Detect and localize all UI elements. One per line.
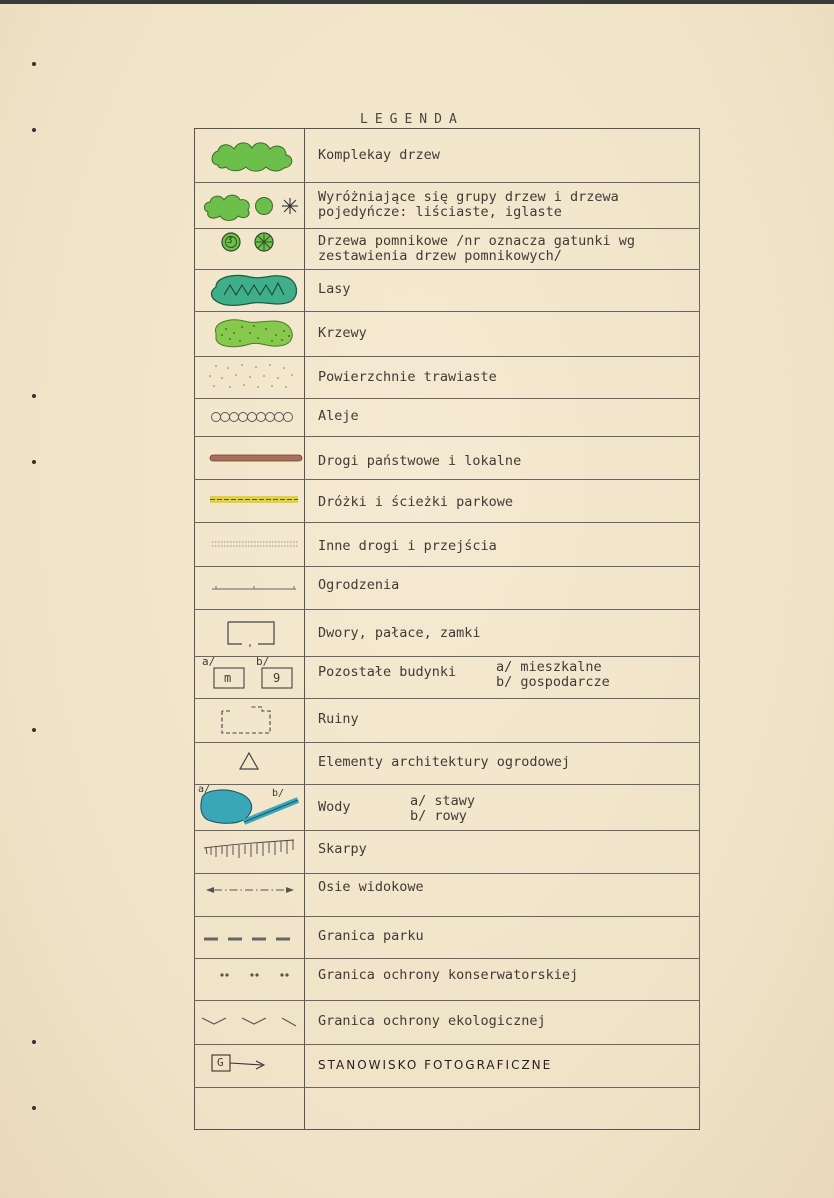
legend-label-line2: zestawienia drzew pomnikowych/ [318, 248, 562, 264]
conservation-boundary-symbol [194, 958, 304, 1000]
legend-label: Dróżki i ścieżki parkowe [318, 494, 514, 510]
legend-row-other-roads [194, 522, 700, 567]
legend-row-forests [194, 269, 700, 312]
binder-hole [32, 1040, 36, 1044]
scan-top-edge [0, 0, 834, 4]
legend-label: Granica ochrony konserwatorskiej [318, 967, 579, 983]
view-axis-symbol [194, 873, 304, 916]
legend-row-garden-architecture [194, 742, 700, 785]
binder-hole [32, 1106, 36, 1110]
legend-row-shrubs [194, 311, 700, 357]
ecological-boundary-symbol [194, 1000, 304, 1044]
other-road-symbol [194, 522, 304, 566]
alley-symbol [194, 398, 304, 436]
building-box-b: 9 [273, 671, 281, 685]
legend-label: Krzewy [318, 325, 367, 341]
water-symbol [194, 784, 304, 830]
legend-row-tree-groups [194, 182, 700, 229]
fence-symbol [194, 566, 304, 609]
legend-label: Powierzchnie trawiaste [318, 369, 497, 385]
legend-row-grass [194, 356, 700, 399]
legend-label: Skarpy [318, 841, 367, 857]
legend-sublabel-a: a/ stawy [410, 793, 476, 809]
legend-label: Granica ochrony ekologicznej [318, 1013, 546, 1029]
binder-hole [32, 128, 36, 132]
legend-title: LEGENDA [360, 112, 464, 127]
legend-label: Ruiny [318, 711, 359, 727]
legend-label: Drzewa pomnikowe /nr oznacza gatunki wg [318, 233, 635, 249]
legend-row-park-paths [194, 479, 700, 523]
legend-label: Inne drogi i przejścia [318, 538, 497, 554]
building-mark-b: b/ [256, 655, 270, 668]
legend-row-ruins [194, 698, 700, 743]
legend-sublabel-b: b/ rowy [410, 808, 467, 824]
legend-row-photo-station [194, 1044, 700, 1088]
legend-label: STANOWISKO FOTOGRAFICZNE [318, 1058, 553, 1072]
legend-row-manors [194, 609, 700, 657]
tree-group-symbol [194, 182, 304, 228]
legend-sublabel-a: a/ mieszkalne [496, 659, 602, 675]
ruin-symbol [194, 698, 304, 742]
legend-row-view-axes [194, 873, 700, 917]
legend-row-fences [194, 566, 700, 610]
legend-label: Dwory, pałace, zamki [318, 625, 481, 641]
legend-label-line2: pojedyńcze: liściaste, iglaste [318, 204, 562, 220]
legend-label: Osie widokowe [318, 879, 424, 895]
legend-row-monument-trees [194, 228, 700, 270]
legend-label: Pozostałe budynki [318, 664, 457, 680]
legend-row-conservation-boundary [194, 958, 700, 1001]
tree-complex-symbol [194, 129, 304, 182]
legend-label: Wody [318, 799, 351, 815]
legend-label: Lasy [318, 281, 351, 297]
water-mark-a: a/ [198, 784, 211, 795]
legend-label: Drogi państwowe i lokalne [318, 453, 522, 469]
water-mark-b: b/ [272, 788, 285, 799]
manor-symbol [194, 609, 304, 656]
binder-hole [32, 728, 36, 732]
legend-row-escarpments [194, 830, 700, 874]
binder-hole [32, 62, 36, 66]
legend-row-alleys [194, 398, 700, 437]
escarpment-symbol [194, 830, 304, 873]
park-boundary-symbol [194, 916, 304, 958]
legend-table [194, 128, 700, 1130]
legend-label: Ogrodzenia [318, 577, 400, 593]
road-symbol [194, 436, 304, 479]
building-box-a: m [224, 671, 232, 685]
legend-row-other-buildings [194, 656, 700, 699]
legend-row-park-boundary [194, 916, 700, 959]
legend-label: Wyróżniające się grupy drzew i drzewa [318, 189, 619, 205]
building-symbol [194, 656, 304, 698]
legend-label: Aleje [318, 408, 359, 424]
legend-row-tree-complexes [194, 129, 700, 183]
legend-label: Komplekay drzew [318, 147, 440, 163]
legend-row-waters [194, 784, 700, 831]
legend-label: Granica parku [318, 928, 424, 944]
photo-station-symbol [194, 1044, 304, 1087]
photo-station-box-letter: G [217, 1056, 224, 1069]
triangle-symbol [194, 742, 304, 784]
monument-tree-symbol [194, 228, 304, 269]
legend-sublabel-b: b/ gospodarcze [496, 674, 610, 690]
park-path-symbol [194, 479, 304, 522]
grass-symbol [194, 356, 304, 398]
legend-row-roads [194, 436, 700, 480]
shrub-symbol [194, 311, 304, 356]
legend-row-ecological-boundary [194, 1000, 700, 1045]
binder-hole [32, 394, 36, 398]
legend-row-empty [194, 1087, 700, 1129]
forest-symbol [194, 269, 304, 311]
legend-label: Elementy architektury ogrodowej [318, 754, 570, 770]
monument-tree-number: 3 [227, 236, 233, 246]
binder-hole [32, 460, 36, 464]
building-mark-a: a/ [202, 655, 216, 668]
